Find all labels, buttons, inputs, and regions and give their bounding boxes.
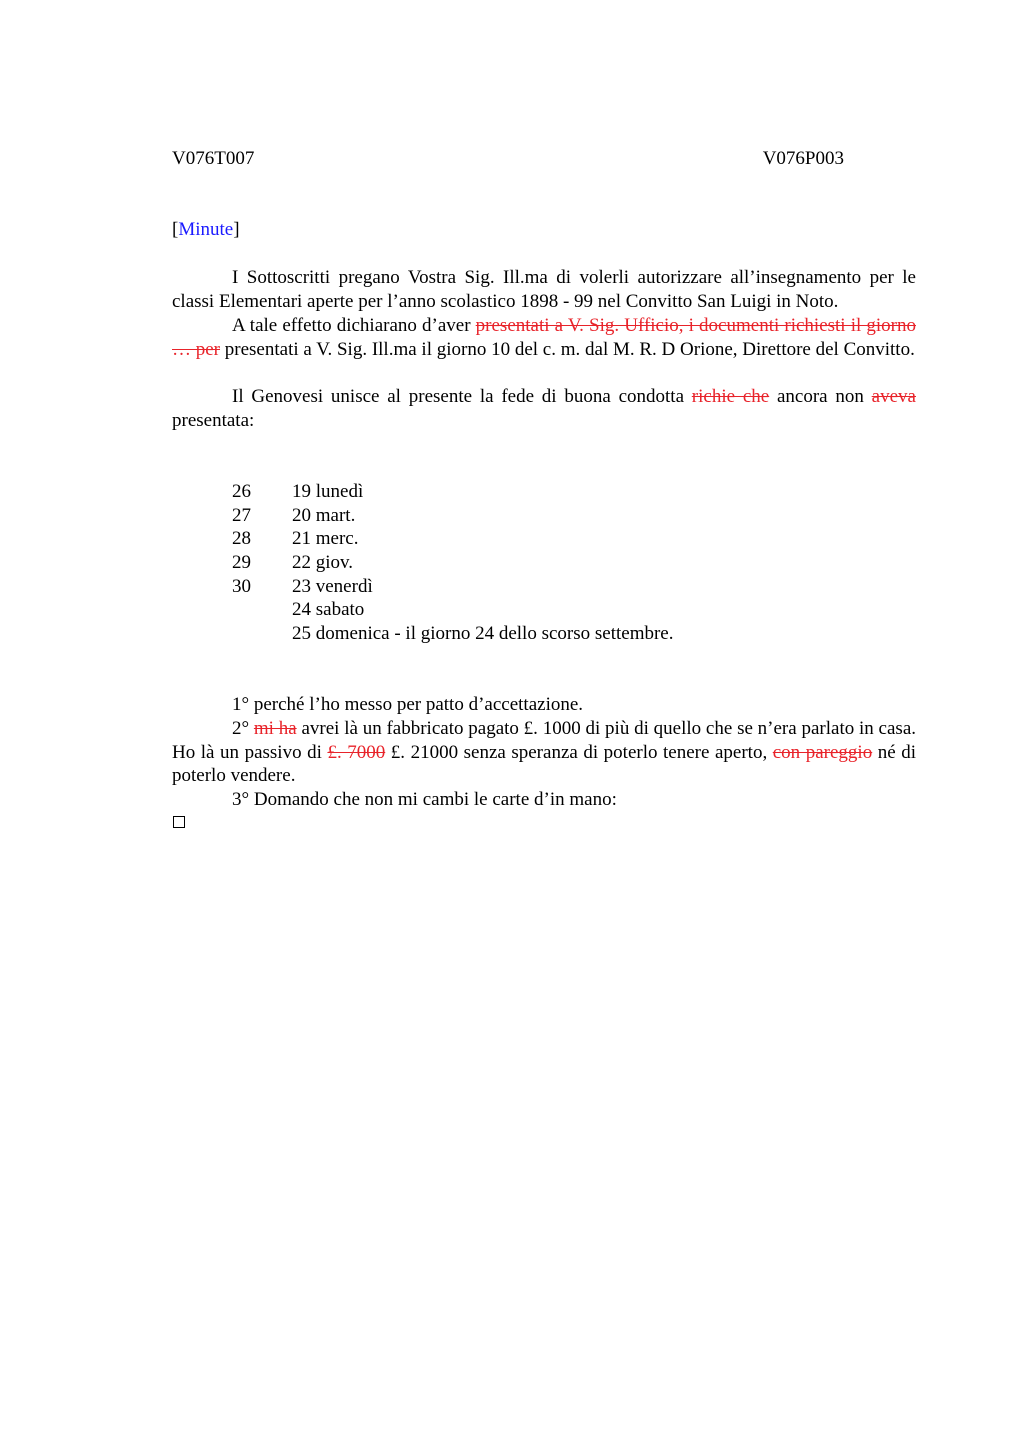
minute-link[interactable]: Minute [178,219,234,240]
document-code-left: V076T007 [172,148,255,169]
point-three [172,788,916,812]
point-one [172,693,916,717]
point-two-text-1: avrei là un fabbricato pagato £. 1000 di più di quello che se n’era parlato in casa. Ho là un passivo di [172,718,917,763]
paragraph-request-text: I Sottoscritti pregano Vostra Sig. Ill.ma di volerli autorizzare all’insegnamento per le classi Elementari aperte per l’anno scolastico 1898 - 99 nel Convitto San Luigi in Noto. [172,267,916,312]
date-day: 22 giov. [292,552,354,574]
date-day: 23 venerdì [292,575,373,597]
paragraph-request [172,266,916,313]
genovesi-text-middle: ancora non [769,386,872,407]
genovesi-text-start: Il Genovesi unisce al presente la fede di buona condotta [232,386,692,407]
deleted-text: £. 7000 [327,741,386,763]
point-one-text: 1° perché l’ho messo per patto d’accettazione. [232,694,584,715]
date-day: 25 domenica - il giorno 24 dello scorso settembre. [292,623,674,645]
end-marker-checkbox-icon [173,816,185,828]
point-two [172,717,916,788]
deleted-text: presentati a V. Sig. Ufficio, i documenti richiesti il giorno … per [172,315,916,360]
point-three-text: 3° Domando che non mi cambi le carte d’in mano: [232,789,617,810]
paragraph-genovesi [172,385,916,432]
date-number: 28 [232,528,251,550]
deleted-text: richie che [691,386,770,407]
declaration-text-end: presentati a V. Sig. Ill.ma il giorno 10 del c. m. dal M. R. D Orione, Direttore del Convitto. [220,338,915,360]
date-number: 30 [232,575,251,597]
date-number: 26 [232,481,251,502]
deleted-text: aveva [871,386,916,407]
date-day: 21 merc. [292,528,359,550]
genovesi-text-end: presentata: [172,409,255,431]
point-two-text-2: £. 21000 senza speranza di poterlo tenere aperto, [385,741,773,763]
date-number: 29 [232,552,251,574]
date-day: 20 mart. [292,504,356,526]
date-day: 19 lunedì [292,481,364,502]
page-header [172,148,844,172]
deleted-text: mi ha [253,718,297,739]
heading-open-bracket: [ [172,219,179,240]
point-two-number: 2° [232,718,254,739]
declaration-text-start: A tale effetto dichiarano d’aver [232,315,476,336]
point-two-text-3: né di poterlo vendere. [172,741,917,787]
paragraph-declaration [172,314,916,361]
heading-close-bracket: ] [233,219,240,240]
document-code-right: V076P003 [762,148,844,169]
date-day: 24 sabato [292,599,365,621]
date-number: 27 [232,504,251,526]
deleted-text: con pareggio [772,741,873,763]
section-heading [172,219,240,241]
